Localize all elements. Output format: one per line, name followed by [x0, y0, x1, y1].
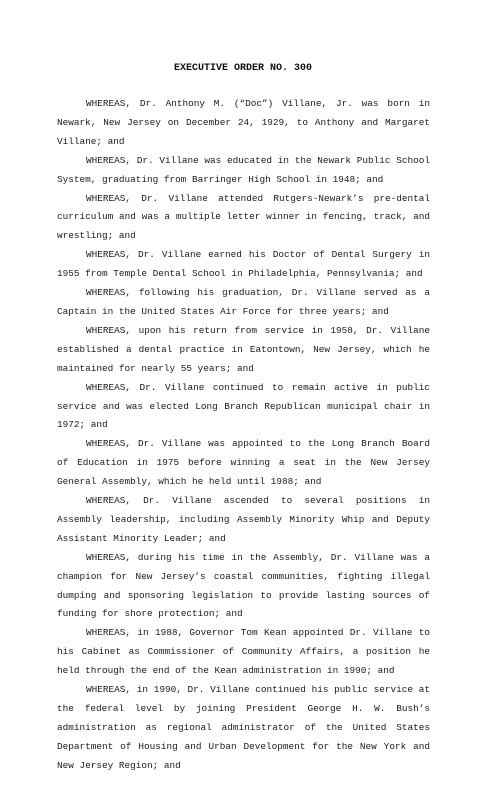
- order-body: [57, 95, 430, 776]
- paragraph: WHEREAS, Dr. Anthony M. (“Doc”) Villane, Jr. was born in Newark, New Jersey on December 24, 1929, to Anthony and Margaret Villane; and: [57, 98, 430, 147]
- paragraph: WHEREAS, in 1990, Dr. Villane continued his public service at the federal level by joining President George H. W. Bush’s administration as regional administrator of the United States Department of Housing and Urban Development for the New York and New Jersey Region; and: [57, 684, 430, 771]
- paragraph: WHEREAS, following his graduation, Dr. Villane served as a Captain in the United States Air Force for three years; and: [57, 287, 430, 317]
- paragraph: WHEREAS, during his time in the Assembly, Dr. Villane was a champion for New Jersey’s coastal communities, fighting illegal dumping and sponsoring legislation to provide lasting sources of funding for shore protection; and: [57, 551, 430, 620]
- paragraph: WHEREAS, Dr. Villane ascended to several positions in Assembly leadership, including Assembly Minority Whip and Deputy Assistant Minority Leader; and: [57, 495, 430, 544]
- paragraph: WHEREAS, in 1988, Governor Tom Kean appointed Dr. Villane to his Cabinet as Commissioner of Community Affairs, a position he held through the end of the Kean administration in 1990; and: [57, 627, 430, 677]
- order-title: EXECUTIVE ORDER NO. 300: [173, 63, 313, 74]
- paragraph: WHEREAS, Dr. Villane attended Rutgers-Newark’s pre-dental curriculum and was a multiple letter winner in fencing, track, and wrestling; and: [57, 192, 430, 242]
- paragraph: WHEREAS, Dr. Villane continued to remain active in public service and was elected Long Branch Republican municipal chair in 1972; and: [57, 381, 430, 431]
- paragraph: WHEREAS, upon his return from service in 1958, Dr. Villane established a dental practice in Eatontown, New Jersey, which he maintained for nearly 55 years; and: [57, 324, 430, 374]
- paragraph: WHEREAS, Dr. Villane was educated in the Newark Public School System, graduating from Barringer High School in 1948; and: [57, 154, 430, 185]
- paragraph: WHEREAS, Dr. Villane earned his Doctor of Dental Surgery in 1955 from Temple Dental School in Philadelphia, Pennsylvania; and: [57, 249, 430, 280]
- paragraph: WHEREAS, Dr. Villane was appointed to the Long Branch Board of Education in 1975 before winning a seat in the New Jersey General Assembly, which he held until 1988; and: [57, 438, 430, 488]
